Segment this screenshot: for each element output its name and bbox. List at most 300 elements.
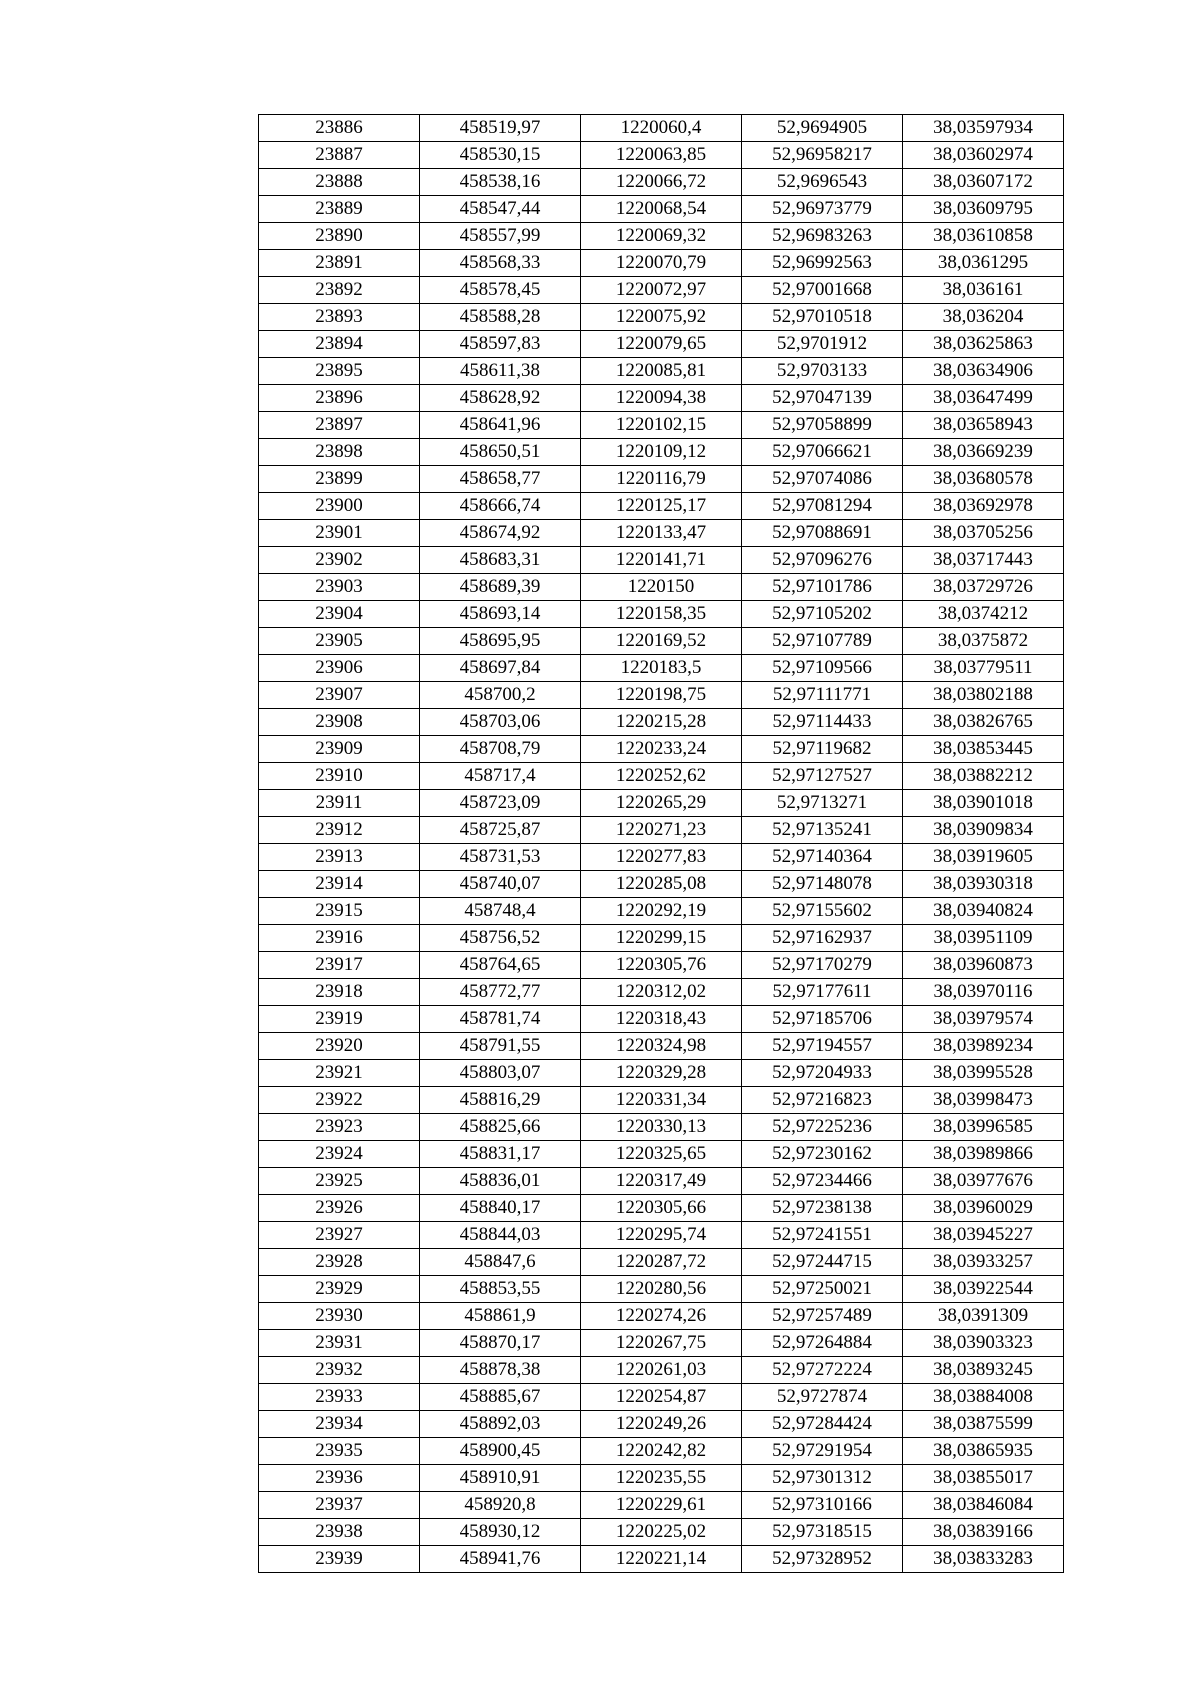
x-coordinate-cell: 458568,33 [420, 250, 581, 277]
table-row [259, 547, 1064, 574]
y-coordinate-cell: 1220299,15 [581, 925, 742, 952]
longitude-cell: 38,03647499 [903, 385, 1064, 412]
table-row [259, 1438, 1064, 1465]
table-row [259, 1141, 1064, 1168]
x-coordinate-cell: 458717,4 [420, 763, 581, 790]
y-coordinate-cell: 1220063,85 [581, 142, 742, 169]
latitude-cell: 52,96973779 [742, 196, 903, 223]
point-number-cell: 23927 [259, 1222, 420, 1249]
table-row [259, 682, 1064, 709]
x-coordinate-cell: 458941,76 [420, 1546, 581, 1573]
x-coordinate-cell: 458700,2 [420, 682, 581, 709]
longitude-cell: 38,03607172 [903, 169, 1064, 196]
point-number-cell: 23901 [259, 520, 420, 547]
table-row [259, 1276, 1064, 1303]
table-row [259, 952, 1064, 979]
latitude-cell: 52,97194557 [742, 1033, 903, 1060]
x-coordinate-cell: 458748,4 [420, 898, 581, 925]
table-row [259, 1330, 1064, 1357]
x-coordinate-cell: 458703,06 [420, 709, 581, 736]
longitude-cell: 38,03705256 [903, 520, 1064, 547]
table-row [259, 142, 1064, 169]
point-number-cell: 23919 [259, 1006, 420, 1033]
point-number-cell: 23938 [259, 1519, 420, 1546]
longitude-cell: 38,03779511 [903, 655, 1064, 682]
x-coordinate-cell: 458578,45 [420, 277, 581, 304]
point-number-cell: 23925 [259, 1168, 420, 1195]
longitude-cell: 38,03865935 [903, 1438, 1064, 1465]
point-number-cell: 23915 [259, 898, 420, 925]
table-row [259, 1168, 1064, 1195]
longitude-cell: 38,036161 [903, 277, 1064, 304]
latitude-cell: 52,9703133 [742, 358, 903, 385]
latitude-cell: 52,97284424 [742, 1411, 903, 1438]
y-coordinate-cell: 1220229,61 [581, 1492, 742, 1519]
latitude-cell: 52,97001668 [742, 277, 903, 304]
latitude-cell: 52,97170279 [742, 952, 903, 979]
point-number-cell: 23920 [259, 1033, 420, 1060]
table-row [259, 466, 1064, 493]
table-row [259, 709, 1064, 736]
latitude-cell: 52,97081294 [742, 493, 903, 520]
table-row [259, 1492, 1064, 1519]
x-coordinate-cell: 458658,77 [420, 466, 581, 493]
point-number-cell: 23935 [259, 1438, 420, 1465]
x-coordinate-cell: 458781,74 [420, 1006, 581, 1033]
point-number-cell: 23894 [259, 331, 420, 358]
latitude-cell: 52,97010518 [742, 304, 903, 331]
x-coordinate-cell: 458764,65 [420, 952, 581, 979]
y-coordinate-cell: 1220094,38 [581, 385, 742, 412]
x-coordinate-cell: 458689,39 [420, 574, 581, 601]
y-coordinate-cell: 1220079,65 [581, 331, 742, 358]
point-number-cell: 23907 [259, 682, 420, 709]
x-coordinate-cell: 458597,83 [420, 331, 581, 358]
y-coordinate-cell: 1220158,35 [581, 601, 742, 628]
x-coordinate-cell: 458930,12 [420, 1519, 581, 1546]
table-row [259, 601, 1064, 628]
table-row [259, 358, 1064, 385]
y-coordinate-cell: 1220075,92 [581, 304, 742, 331]
point-number-cell: 23898 [259, 439, 420, 466]
latitude-cell: 52,97066621 [742, 439, 903, 466]
y-coordinate-cell: 1220252,62 [581, 763, 742, 790]
latitude-cell: 52,97257489 [742, 1303, 903, 1330]
latitude-cell: 52,97162937 [742, 925, 903, 952]
table-row [259, 979, 1064, 1006]
table-row [259, 1006, 1064, 1033]
point-number-cell: 23886 [259, 115, 420, 142]
point-number-cell: 23904 [259, 601, 420, 628]
coordinates-table [258, 114, 1064, 1573]
longitude-cell: 38,03839166 [903, 1519, 1064, 1546]
x-coordinate-cell: 458892,03 [420, 1411, 581, 1438]
latitude-cell: 52,97230162 [742, 1141, 903, 1168]
latitude-cell: 52,9701912 [742, 331, 903, 358]
latitude-cell: 52,96992563 [742, 250, 903, 277]
latitude-cell: 52,9696543 [742, 169, 903, 196]
point-number-cell: 23936 [259, 1465, 420, 1492]
latitude-cell: 52,97096276 [742, 547, 903, 574]
latitude-cell: 52,97140364 [742, 844, 903, 871]
latitude-cell: 52,9694905 [742, 115, 903, 142]
longitude-cell: 38,03960873 [903, 952, 1064, 979]
table-row [259, 331, 1064, 358]
table-row [259, 655, 1064, 682]
y-coordinate-cell: 1220249,26 [581, 1411, 742, 1438]
y-coordinate-cell: 1220330,13 [581, 1114, 742, 1141]
latitude-cell: 52,97272224 [742, 1357, 903, 1384]
latitude-cell: 52,97244715 [742, 1249, 903, 1276]
latitude-cell: 52,97111771 [742, 682, 903, 709]
table-row [259, 1087, 1064, 1114]
x-coordinate-cell: 458831,17 [420, 1141, 581, 1168]
y-coordinate-cell: 1220233,24 [581, 736, 742, 763]
table-row [259, 1114, 1064, 1141]
point-number-cell: 23889 [259, 196, 420, 223]
x-coordinate-cell: 458650,51 [420, 439, 581, 466]
longitude-cell: 38,03692978 [903, 493, 1064, 520]
y-coordinate-cell: 1220280,56 [581, 1276, 742, 1303]
coordinates-table-body [259, 115, 1064, 1573]
y-coordinate-cell: 1220267,75 [581, 1330, 742, 1357]
x-coordinate-cell: 458628,92 [420, 385, 581, 412]
table-row [259, 1546, 1064, 1573]
x-coordinate-cell: 458853,55 [420, 1276, 581, 1303]
latitude-cell: 52,97225236 [742, 1114, 903, 1141]
y-coordinate-cell: 1220242,82 [581, 1438, 742, 1465]
latitude-cell: 52,97318515 [742, 1519, 903, 1546]
longitude-cell: 38,03930318 [903, 871, 1064, 898]
longitude-cell: 38,0375872 [903, 628, 1064, 655]
x-coordinate-cell: 458878,38 [420, 1357, 581, 1384]
y-coordinate-cell: 1220109,12 [581, 439, 742, 466]
y-coordinate-cell: 1220305,66 [581, 1195, 742, 1222]
point-number-cell: 23895 [259, 358, 420, 385]
longitude-cell: 38,03669239 [903, 439, 1064, 466]
y-coordinate-cell: 1220215,28 [581, 709, 742, 736]
table-row [259, 1384, 1064, 1411]
y-coordinate-cell: 1220141,71 [581, 547, 742, 574]
x-coordinate-cell: 458674,92 [420, 520, 581, 547]
y-coordinate-cell: 1220116,79 [581, 466, 742, 493]
table-row [259, 493, 1064, 520]
point-number-cell: 23921 [259, 1060, 420, 1087]
table-row [259, 115, 1064, 142]
point-number-cell: 23916 [259, 925, 420, 952]
longitude-cell: 38,036204 [903, 304, 1064, 331]
x-coordinate-cell: 458695,95 [420, 628, 581, 655]
longitude-cell: 38,03940824 [903, 898, 1064, 925]
point-number-cell: 23906 [259, 655, 420, 682]
point-number-cell: 23934 [259, 1411, 420, 1438]
y-coordinate-cell: 1220072,97 [581, 277, 742, 304]
x-coordinate-cell: 458836,01 [420, 1168, 581, 1195]
point-number-cell: 23892 [259, 277, 420, 304]
x-coordinate-cell: 458708,79 [420, 736, 581, 763]
y-coordinate-cell: 1220287,72 [581, 1249, 742, 1276]
latitude-cell: 52,97105202 [742, 601, 903, 628]
y-coordinate-cell: 1220150 [581, 574, 742, 601]
longitude-cell: 38,03951109 [903, 925, 1064, 952]
table-row [259, 412, 1064, 439]
x-coordinate-cell: 458900,45 [420, 1438, 581, 1465]
point-number-cell: 23905 [259, 628, 420, 655]
table-row [259, 304, 1064, 331]
y-coordinate-cell: 1220274,26 [581, 1303, 742, 1330]
point-number-cell: 23928 [259, 1249, 420, 1276]
longitude-cell: 38,03853445 [903, 736, 1064, 763]
x-coordinate-cell: 458519,97 [420, 115, 581, 142]
x-coordinate-cell: 458588,28 [420, 304, 581, 331]
y-coordinate-cell: 1220305,76 [581, 952, 742, 979]
point-number-cell: 23902 [259, 547, 420, 574]
y-coordinate-cell: 1220265,29 [581, 790, 742, 817]
latitude-cell: 52,97185706 [742, 1006, 903, 1033]
latitude-cell: 52,97250021 [742, 1276, 903, 1303]
longitude-cell: 38,03960029 [903, 1195, 1064, 1222]
point-number-cell: 23929 [259, 1276, 420, 1303]
point-number-cell: 23896 [259, 385, 420, 412]
latitude-cell: 52,97088691 [742, 520, 903, 547]
x-coordinate-cell: 458740,07 [420, 871, 581, 898]
longitude-cell: 38,03884008 [903, 1384, 1064, 1411]
table-row [259, 871, 1064, 898]
x-coordinate-cell: 458731,53 [420, 844, 581, 871]
y-coordinate-cell: 1220271,23 [581, 817, 742, 844]
point-number-cell: 23897 [259, 412, 420, 439]
y-coordinate-cell: 1220198,75 [581, 682, 742, 709]
point-number-cell: 23910 [259, 763, 420, 790]
x-coordinate-cell: 458557,99 [420, 223, 581, 250]
longitude-cell: 38,03634906 [903, 358, 1064, 385]
longitude-cell: 38,03945227 [903, 1222, 1064, 1249]
longitude-cell: 38,03995528 [903, 1060, 1064, 1087]
y-coordinate-cell: 1220292,19 [581, 898, 742, 925]
x-coordinate-cell: 458756,52 [420, 925, 581, 952]
y-coordinate-cell: 1220317,49 [581, 1168, 742, 1195]
latitude-cell: 52,97101786 [742, 574, 903, 601]
longitude-cell: 38,03855017 [903, 1465, 1064, 1492]
latitude-cell: 52,97264884 [742, 1330, 903, 1357]
point-number-cell: 23918 [259, 979, 420, 1006]
latitude-cell: 52,97216823 [742, 1087, 903, 1114]
point-number-cell: 23924 [259, 1141, 420, 1168]
x-coordinate-cell: 458641,96 [420, 412, 581, 439]
latitude-cell: 52,97119682 [742, 736, 903, 763]
longitude-cell: 38,03610858 [903, 223, 1064, 250]
longitude-cell: 38,03658943 [903, 412, 1064, 439]
x-coordinate-cell: 458844,03 [420, 1222, 581, 1249]
latitude-cell: 52,97204933 [742, 1060, 903, 1087]
latitude-cell: 52,97148078 [742, 871, 903, 898]
point-number-cell: 23923 [259, 1114, 420, 1141]
longitude-cell: 38,03919605 [903, 844, 1064, 871]
point-number-cell: 23908 [259, 709, 420, 736]
longitude-cell: 38,03970116 [903, 979, 1064, 1006]
y-coordinate-cell: 1220066,72 [581, 169, 742, 196]
longitude-cell: 38,03846084 [903, 1492, 1064, 1519]
y-coordinate-cell: 1220183,5 [581, 655, 742, 682]
x-coordinate-cell: 458697,84 [420, 655, 581, 682]
longitude-cell: 38,03875599 [903, 1411, 1064, 1438]
table-row [259, 898, 1064, 925]
y-coordinate-cell: 1220068,54 [581, 196, 742, 223]
point-number-cell: 23926 [259, 1195, 420, 1222]
table-row [259, 790, 1064, 817]
longitude-cell: 38,03729726 [903, 574, 1064, 601]
y-coordinate-cell: 1220285,08 [581, 871, 742, 898]
y-coordinate-cell: 1220277,83 [581, 844, 742, 871]
latitude-cell: 52,97328952 [742, 1546, 903, 1573]
latitude-cell: 52,96983263 [742, 223, 903, 250]
x-coordinate-cell: 458666,74 [420, 493, 581, 520]
latitude-cell: 52,97047139 [742, 385, 903, 412]
longitude-cell: 38,03989234 [903, 1033, 1064, 1060]
x-coordinate-cell: 458611,38 [420, 358, 581, 385]
point-number-cell: 23899 [259, 466, 420, 493]
table-row [259, 250, 1064, 277]
longitude-cell: 38,03996585 [903, 1114, 1064, 1141]
latitude-cell: 52,97301312 [742, 1465, 903, 1492]
y-coordinate-cell: 1220318,43 [581, 1006, 742, 1033]
y-coordinate-cell: 1220169,52 [581, 628, 742, 655]
x-coordinate-cell: 458725,87 [420, 817, 581, 844]
latitude-cell: 52,97109566 [742, 655, 903, 682]
point-number-cell: 23903 [259, 574, 420, 601]
x-coordinate-cell: 458723,09 [420, 790, 581, 817]
y-coordinate-cell: 1220221,14 [581, 1546, 742, 1573]
longitude-cell: 38,03901018 [903, 790, 1064, 817]
table-row [259, 844, 1064, 871]
point-number-cell: 23891 [259, 250, 420, 277]
x-coordinate-cell: 458920,8 [420, 1492, 581, 1519]
longitude-cell: 38,03597934 [903, 115, 1064, 142]
table-row [259, 277, 1064, 304]
table-row [259, 1033, 1064, 1060]
point-number-cell: 23931 [259, 1330, 420, 1357]
latitude-cell: 52,97114433 [742, 709, 903, 736]
table-row [259, 574, 1064, 601]
longitude-cell: 38,0374212 [903, 601, 1064, 628]
y-coordinate-cell: 1220069,32 [581, 223, 742, 250]
latitude-cell: 52,97291954 [742, 1438, 903, 1465]
table-row [259, 1519, 1064, 1546]
longitude-cell: 38,03998473 [903, 1087, 1064, 1114]
point-number-cell: 23932 [259, 1357, 420, 1384]
x-coordinate-cell: 458870,17 [420, 1330, 581, 1357]
table-row [259, 628, 1064, 655]
longitude-cell: 38,03833283 [903, 1546, 1064, 1573]
table-row [259, 925, 1064, 952]
point-number-cell: 23939 [259, 1546, 420, 1573]
point-number-cell: 23887 [259, 142, 420, 169]
x-coordinate-cell: 458538,16 [420, 169, 581, 196]
longitude-cell: 38,03680578 [903, 466, 1064, 493]
longitude-cell: 38,03717443 [903, 547, 1064, 574]
point-number-cell: 23933 [259, 1384, 420, 1411]
point-number-cell: 23911 [259, 790, 420, 817]
point-number-cell: 23917 [259, 952, 420, 979]
table-row [259, 817, 1064, 844]
point-number-cell: 23930 [259, 1303, 420, 1330]
longitude-cell: 38,03922544 [903, 1276, 1064, 1303]
y-coordinate-cell: 1220085,81 [581, 358, 742, 385]
table-row [259, 169, 1064, 196]
table-row [259, 1060, 1064, 1087]
latitude-cell: 52,96958217 [742, 142, 903, 169]
table-row [259, 736, 1064, 763]
latitude-cell: 52,97310166 [742, 1492, 903, 1519]
table-row [259, 1357, 1064, 1384]
x-coordinate-cell: 458530,15 [420, 142, 581, 169]
point-number-cell: 23914 [259, 871, 420, 898]
longitude-cell: 38,03893245 [903, 1357, 1064, 1384]
point-number-cell: 23922 [259, 1087, 420, 1114]
latitude-cell: 52,97107789 [742, 628, 903, 655]
y-coordinate-cell: 1220331,34 [581, 1087, 742, 1114]
point-number-cell: 23890 [259, 223, 420, 250]
x-coordinate-cell: 458825,66 [420, 1114, 581, 1141]
latitude-cell: 52,9713271 [742, 790, 903, 817]
table-row [259, 1249, 1064, 1276]
latitude-cell: 52,97058899 [742, 412, 903, 439]
table-row [259, 385, 1064, 412]
latitude-cell: 52,97155602 [742, 898, 903, 925]
point-number-cell: 23900 [259, 493, 420, 520]
point-number-cell: 23937 [259, 1492, 420, 1519]
y-coordinate-cell: 1220070,79 [581, 250, 742, 277]
table-row [259, 1411, 1064, 1438]
x-coordinate-cell: 458791,55 [420, 1033, 581, 1060]
y-coordinate-cell: 1220235,55 [581, 1465, 742, 1492]
y-coordinate-cell: 1220225,02 [581, 1519, 742, 1546]
point-number-cell: 23912 [259, 817, 420, 844]
longitude-cell: 38,03979574 [903, 1006, 1064, 1033]
x-coordinate-cell: 458861,9 [420, 1303, 581, 1330]
longitude-cell: 38,03933257 [903, 1249, 1064, 1276]
table-row [259, 1303, 1064, 1330]
latitude-cell: 52,9727874 [742, 1384, 903, 1411]
longitude-cell: 38,03625863 [903, 331, 1064, 358]
x-coordinate-cell: 458840,17 [420, 1195, 581, 1222]
table-row [259, 1222, 1064, 1249]
y-coordinate-cell: 1220125,17 [581, 493, 742, 520]
y-coordinate-cell: 1220133,47 [581, 520, 742, 547]
y-coordinate-cell: 1220329,28 [581, 1060, 742, 1087]
y-coordinate-cell: 1220312,02 [581, 979, 742, 1006]
table-row [259, 1465, 1064, 1492]
longitude-cell: 38,0391309 [903, 1303, 1064, 1330]
x-coordinate-cell: 458693,14 [420, 601, 581, 628]
table-row [259, 439, 1064, 466]
latitude-cell: 52,97074086 [742, 466, 903, 493]
longitude-cell: 38,03903323 [903, 1330, 1064, 1357]
latitude-cell: 52,97238138 [742, 1195, 903, 1222]
y-coordinate-cell: 1220102,15 [581, 412, 742, 439]
latitude-cell: 52,97241551 [742, 1222, 903, 1249]
longitude-cell: 38,03802188 [903, 682, 1064, 709]
y-coordinate-cell: 1220060,4 [581, 115, 742, 142]
point-number-cell: 23888 [259, 169, 420, 196]
longitude-cell: 38,03909834 [903, 817, 1064, 844]
table-row [259, 223, 1064, 250]
point-number-cell: 23913 [259, 844, 420, 871]
latitude-cell: 52,97127527 [742, 763, 903, 790]
latitude-cell: 52,97177611 [742, 979, 903, 1006]
x-coordinate-cell: 458547,44 [420, 196, 581, 223]
table-row [259, 196, 1064, 223]
